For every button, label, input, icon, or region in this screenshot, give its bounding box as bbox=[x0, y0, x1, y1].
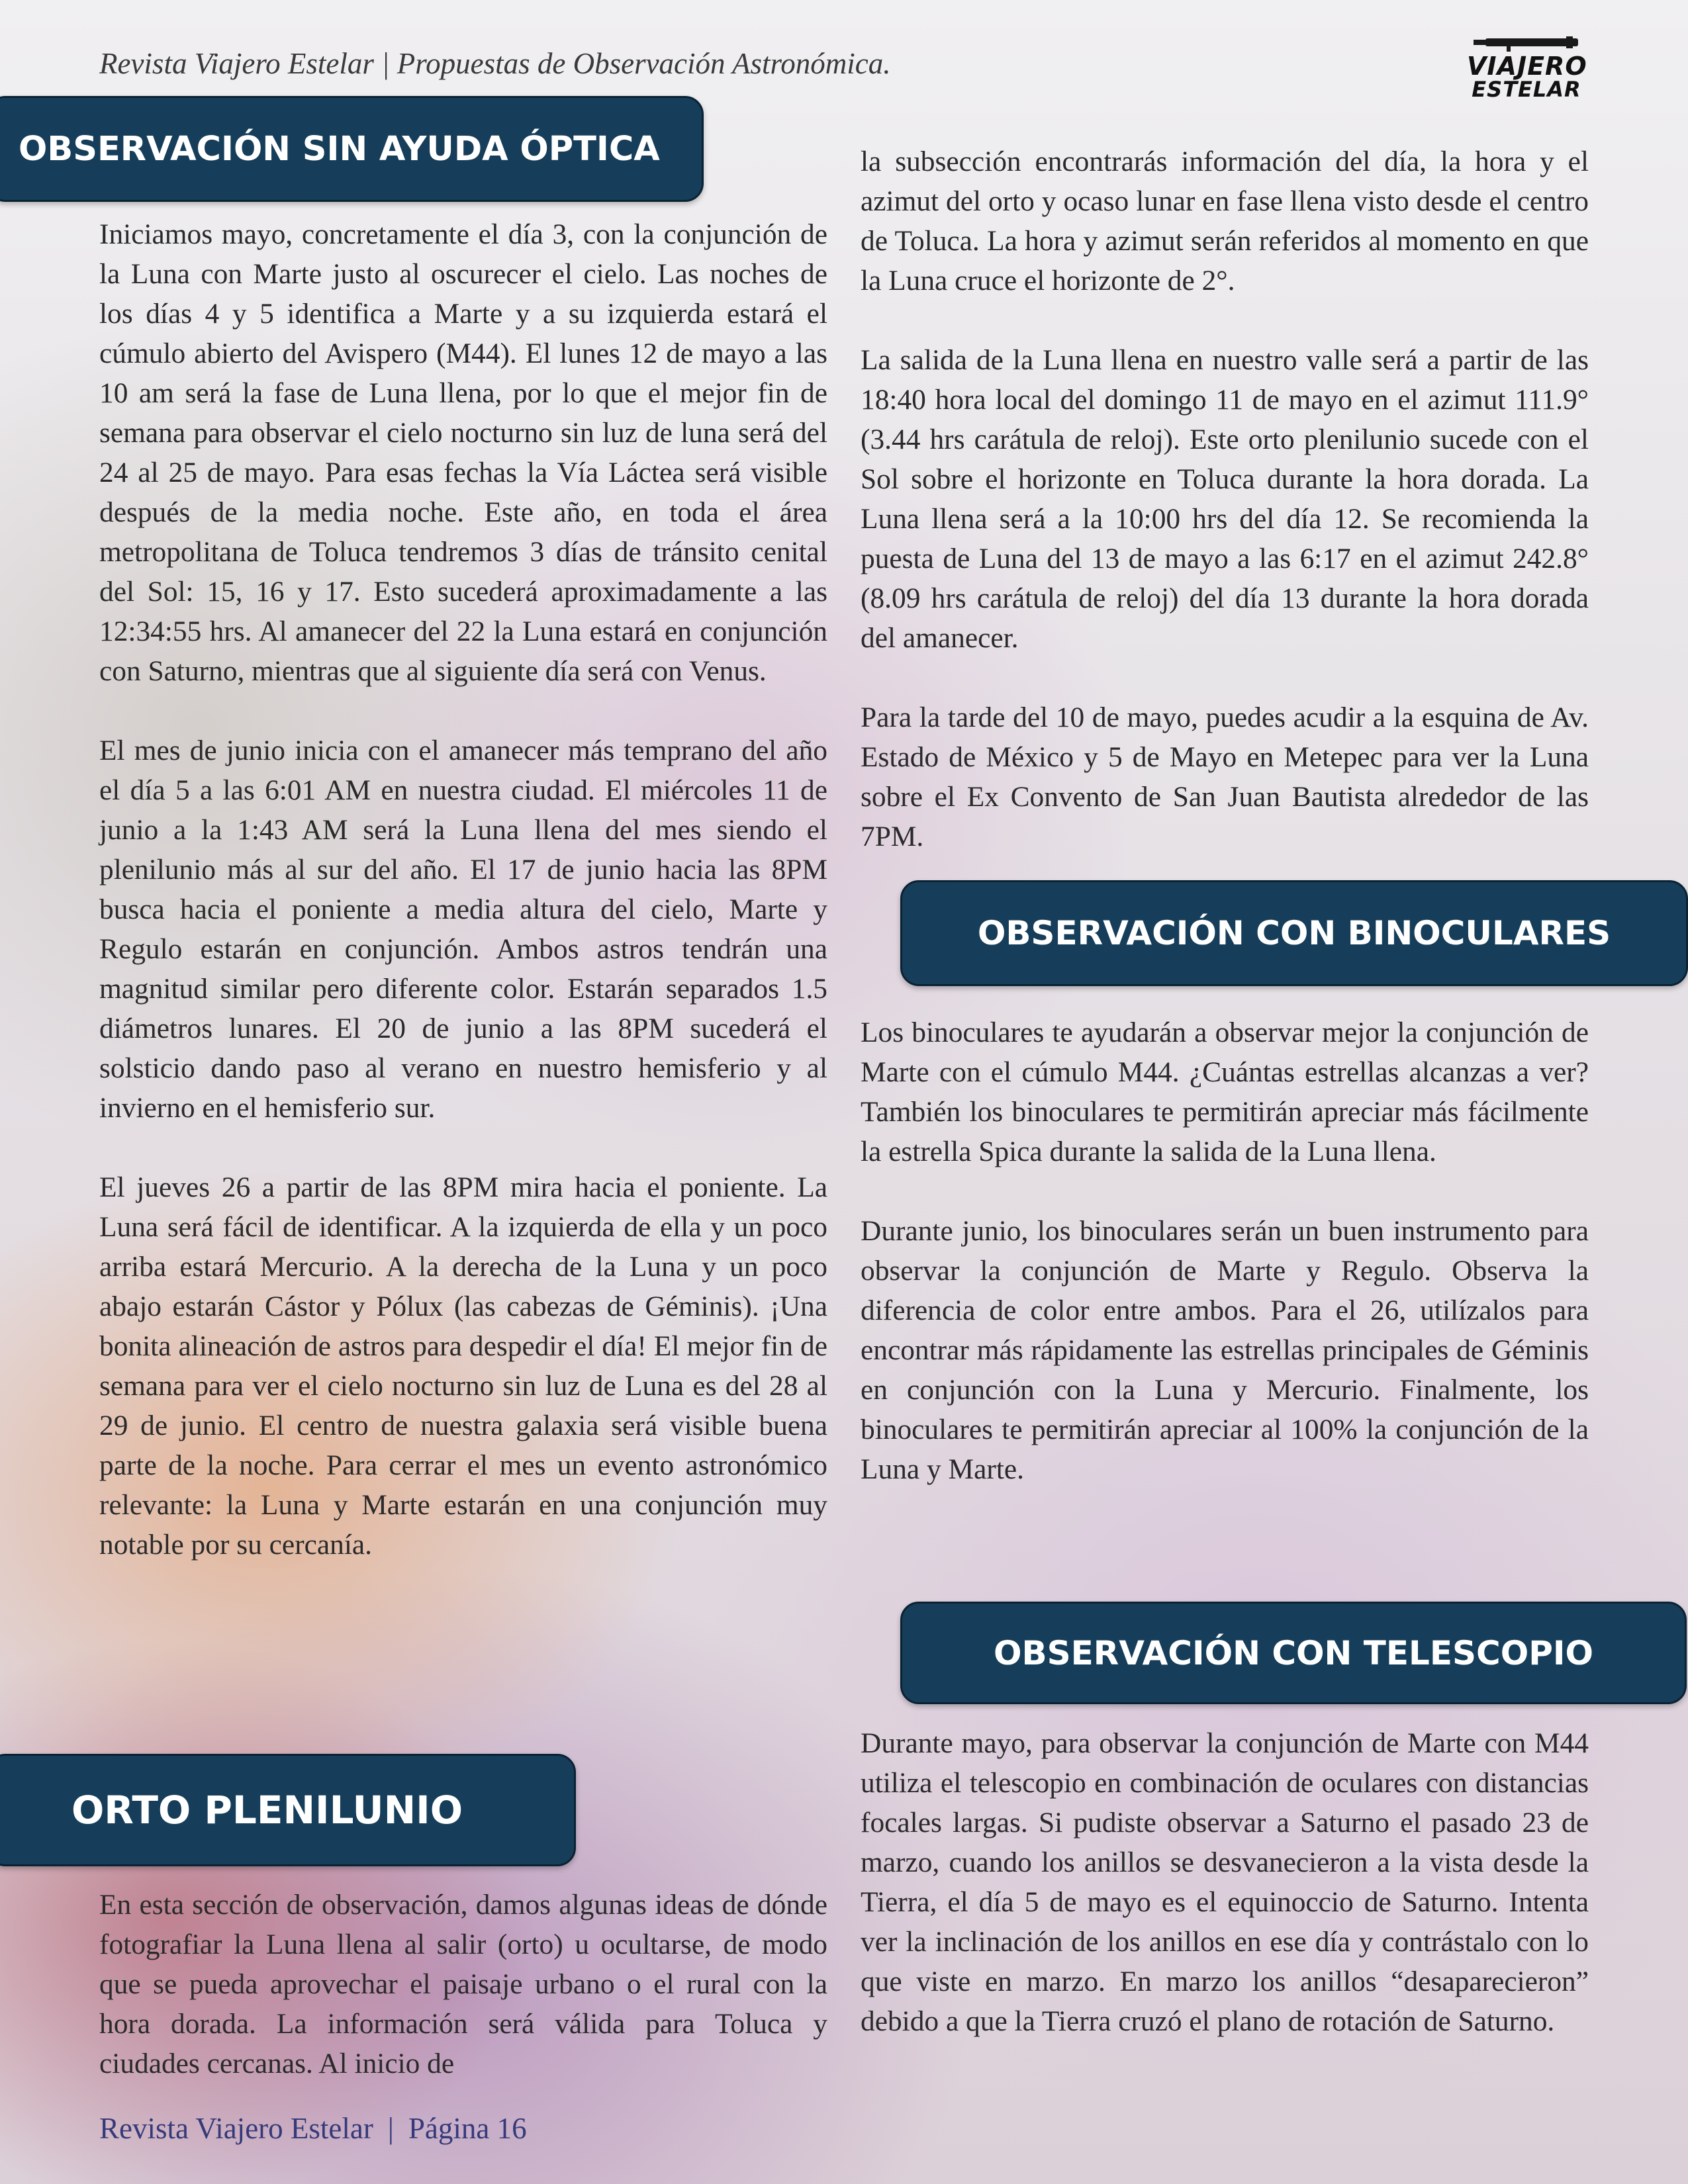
section-title-binoculares: OBSERVACIÓN CON BINOCULARES bbox=[900, 880, 1688, 986]
footer-magazine-name: Revista Viajero Estelar bbox=[99, 2112, 373, 2145]
paragraph: Los binoculares te ayudarán a observar mejor la conjunción de Marte con el cúmulo M44. ¿Cuántas estrellas alcanzas a ver? También los binoculares te permitirán apreciar más fácilmente la estrella Spica durante la salida de la Luna llena. bbox=[861, 1017, 1589, 1167]
paragraph: El jueves 26 a partir de las 8PM mira hacia el poniente. La Luna será fácil de identificar. A la izquierda de ella y un poco arriba estará Mercurio. A la derecha de la Luna y un poco abajo estarán Cástor y Pólux (las cabezas de Géminis). ¡Una bonita alineación de astros para despedir el día! El mejor fin de semana para ver el cielo nocturno sin luz de Luna es del 28 al 29 de junio. El centro de nuestra galaxia será visible buena parte de la noche. Para cerrar el mes un evento astronómico relevante: la Luna y Marte estarán en una conjunción muy notable por su cercanía. bbox=[99, 1171, 827, 1561]
paragraph: Iniciamos mayo, concretamente el día 3, con la conjunción de la Luna con Marte justo al oscurecer el cielo. Las noches de los días 4 y 5 identifica a Marte y a su izquierda estará el cúmulo abierto del Avispero (M44). El lunes 12 de mayo a las 10 am será la fase de Luna llena, por lo que el mejor fin de semana para observar el cielo nocturno sin luz de luna será del 24 al 25 de mayo. Para esas fechas la Vía Láctea será visible después de la media noche. Este año, en toda el área metropolitana de Toluca tendremos 3 días de tránsito cenital del Sol: 15, 16 y 17. Esto sucederá aproximadamente a las 12:34:55 hrs. Al amanecer del 22 la Luna estará en conjunción con Saturno, mientras que al siguiente día será con Venus. bbox=[99, 218, 827, 687]
section-body-telescopio bbox=[861, 1723, 1589, 2041]
section-title-orto: ORTO PLENILUNIO bbox=[0, 1754, 576, 1866]
paragraph: La salida de la Luna llena en nuestro valle será a partir de las 18:40 hora local del domingo 11 de mayo en el azimut 111.9° (3.44 hrs carátula de reloj). Este orto plenilunio sucede con el Sol sobre el horizonte en Toluca durante la hora dorada. La Luna llena será a la 10:00 hrs del día 12. Se recomienda la puesta de Luna del 13 de mayo a las 6:17 en el azimut 242.8° (8.09 hrs carátula de reloj) del día 13 durante la hora dorada del amanecer. bbox=[861, 344, 1589, 654]
paragraph: En esta sección de observación, damos algunas ideas de dónde fotografiar la Luna llena al salir (orto) u ocultarse, de modo que se pueda aprovechar el paisaje urbano o el rural con la hora dorada. La información será válida para Toluca y ciudades cercanas. Al inicio de bbox=[99, 1889, 827, 2079]
section-title-telescopio: OBSERVACIÓN CON TELESCOPIO bbox=[900, 1602, 1687, 1704]
paragraph: El mes de junio inicia con el amanecer más temprano del año el día 5 a las 6:01 AM en nuestra ciudad. El miércoles 11 de junio a la 1:43 AM será la Luna llena del mes siendo el plenilunio más al sur del año. El 17 de junio hacia las 8PM busca hacia el poniente a media altura del cielo, Marte y Regulo estarán en conjunción. Ambos astros tendrán una magnitud similar pero diferente color. Estarán separados 1.5 diámetros lunares. El 20 de junio a las 8PM sucederá el solsticio dando paso al verano en nuestro hemisferio y al invierno en el hemisferio sur. bbox=[99, 735, 827, 1124]
paragraph: Durante junio, los binoculares serán un buen instrumento para observar la conjunción de Marte y Regulo. Observa la diferencia de color entre ambos. Para el 26, utilízalos para encontrar más rápidamente las estrellas principales de Géminis en conjunción con la Luna y Mercurio. Finalmente, los binoculares te permitirán apreciar al 100% la conjunción de la Luna y Marte. bbox=[861, 1215, 1589, 1485]
page-footer bbox=[99, 2111, 527, 2146]
logo-line-2: ESTELAR bbox=[1472, 77, 1581, 102]
running-header: Revista Viajero Estelar | Propuestas de Observación Astronómica. bbox=[99, 47, 891, 80]
section-body-binoculares bbox=[861, 1013, 1589, 1489]
telescope-icon bbox=[1467, 33, 1586, 53]
section-body-orto-start bbox=[99, 1885, 827, 2083]
paragraph: Durante mayo, para observar la conjunción de Marte con M44 utiliza el telescopio en combinación de oculares con distancias focales largas. Si pudiste observar a Saturno el pasado 23 de marzo, cuando los anillos se desvanecieron a la vista desde la Tierra, el día 5 de mayo es el equinoccio de Saturno. Intenta ver la inclinación de los anillos en ese día y contrástalo con lo que viste en marzo. En marzo los anillos “desaparecieron” debido a que la Tierra cruzó el plano de rotación de Saturno. bbox=[861, 1727, 1589, 2037]
magazine-logo bbox=[1467, 33, 1587, 102]
paragraph: la subsección encontrarás información del día, la hora y el azimut del orto y ocaso lunar en fase llena visto desde el centro de Toluca. La hora y azimut serán referidos al momento en que la Luna cruce el horizonte de 2°. bbox=[861, 146, 1589, 296]
section-body-sin-ayuda bbox=[99, 214, 827, 1565]
section-body-orto-continued bbox=[861, 142, 1589, 856]
footer-separator: | bbox=[387, 2112, 394, 2145]
section-title-sin-ayuda: OBSERVACIÓN SIN AYUDA ÓPTICA bbox=[0, 96, 704, 202]
page-number: Página 16 bbox=[408, 2112, 527, 2145]
paragraph: Para la tarde del 10 de mayo, puedes acudir a la esquina de Av. Estado de México y 5 de Mayo en Metepec para ver la Luna sobre el Ex Convento de San Juan Bautista alrededor de las 7PM. bbox=[861, 702, 1589, 852]
logo-line-1: VIAJERO bbox=[1467, 52, 1587, 81]
